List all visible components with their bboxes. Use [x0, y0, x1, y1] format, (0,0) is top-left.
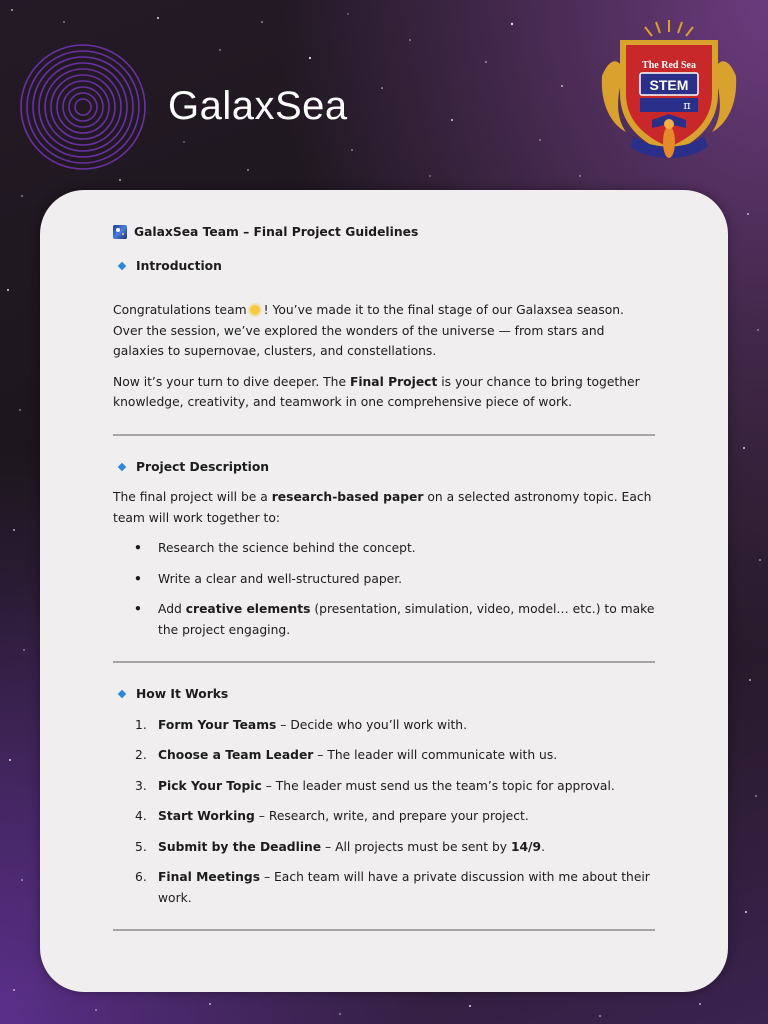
logo-symbols: π [683, 99, 691, 112]
section-heading-text: How It Works [136, 687, 229, 701]
guidelines-card [40, 190, 728, 992]
section-heading-text: Introduction [136, 258, 222, 273]
bullet-icon: • [134, 571, 142, 586]
list-item: 1. Form Your Teams – Decide who you’ll work with. [135, 717, 468, 732]
list-item: • Write a clear and well-structured paper. [113, 569, 655, 590]
blue-diamond-icon [118, 463, 126, 471]
blue-diamond-icon [118, 262, 126, 270]
document-title [113, 222, 655, 243]
logo-badge-text: STEM [649, 77, 689, 93]
section-heading-how-it-works [113, 684, 655, 705]
logo-top-text: The Red Sea [642, 60, 696, 71]
description-bullet-list [113, 538, 655, 640]
brand-title: GalaxSea [168, 84, 348, 128]
section-heading-introduction [113, 256, 655, 277]
guidelines-content [113, 222, 655, 931]
document-title-text: GalaxSea Team – Final Project Guidelines [134, 225, 419, 239]
intro-paragraph-1: Congratulations team ! You’ve made it to the final stage of our Galaxsea season. Over the session, we’ve explored the wonders of the universe — from stars and galaxies to supernovae, clusters, and constellations. [113, 303, 624, 358]
intro-paragraph-2: Now it’s your turn to dive deeper. The Final Project is your chance to bring together knowledge, creativity, and teamwork in one comprehensive piece of work. [113, 374, 640, 409]
logo-rays [645, 20, 693, 36]
list-item: 2. Choose a Team Leader – The leader will communicate with us. [135, 748, 558, 762]
section-divider [113, 929, 655, 931]
how-it-works-steps [113, 715, 655, 909]
section-heading-text: Project Description [136, 459, 270, 474]
description-paragraph: The final project will be a research-based paper on a selected astronomy topic. Each team will work together to: [113, 490, 652, 525]
red-sea-stem-logo [590, 16, 748, 174]
spiral-decoration [18, 42, 148, 172]
section-heading-project-description [113, 457, 655, 478]
galaxy-icon [113, 225, 127, 239]
list-item: • Research the science behind the concept. [113, 538, 655, 559]
list-item: 4. Start Working – Research, write, and prepare your project. [135, 809, 529, 823]
list-item: 3. Pick Your Topic – The leader must send us the team’s topic for approval. [135, 778, 615, 793]
blue-diamond-icon [118, 690, 126, 698]
sun-icon [250, 305, 260, 315]
list-item: • Add creative elements (presentation, simulation, video, model… etc.) to make the project engaging. [113, 599, 655, 640]
bullet-icon: • [134, 541, 142, 555]
list-item: 5. Submit by the Deadline – All projects must be sent by 14/9. [135, 839, 546, 854]
bullet-icon: • [134, 602, 142, 616]
list-item: 6. Final Meetings – Each team will have a private discussion with me about their work. [135, 870, 650, 905]
